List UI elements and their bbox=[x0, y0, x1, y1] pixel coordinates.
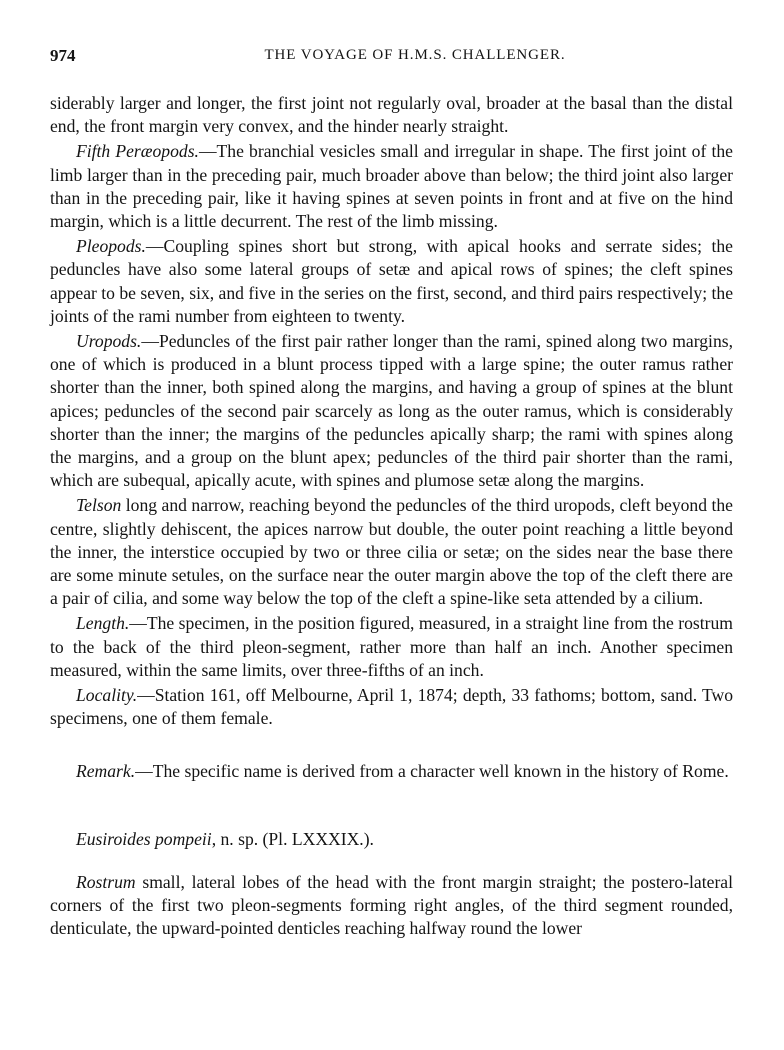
paragraph-pleopods: Pleopods.—Coupling spines short but strong, with apical hooks and serrate sides; the peduncles have also some lateral groups of setæ and apical rows of spines; the cleft spines appear to be seven, six, and five in the series on the first, second, and third pairs respectively; the joints of the rami number from eighteen to twenty. bbox=[50, 236, 734, 326]
running-title: THE VOYAGE OF H.M.S. CHALLENGER. bbox=[264, 47, 566, 63]
page-number: 974 bbox=[50, 46, 76, 65]
species-name: Eusiroides pompeii bbox=[76, 828, 212, 849]
paragraph-lead: Rostrum bbox=[76, 871, 136, 892]
paragraph-lead: Remark. bbox=[76, 761, 136, 782]
paragraph-lead: Length. bbox=[76, 613, 130, 634]
paragraph-length: Length.—The specimen, in the position figured, measured, in a straight line from the rostrum to the back of the third pleon-segment, rather more than half an inch. Another specimen measured, within the same limits, over three-fifths of an inch. bbox=[50, 613, 733, 680]
paragraph-lead: Pleopods. bbox=[76, 236, 146, 257]
paragraph-uropods: Uropods.—Peduncles of the first pair rather longer than the rami, spined along two margins, one of which is produced in a blunt process tipped with a large spine; the outer ramus rather shorter than the inner, both spined along the margins, and having a group of spines at the blunt apices; peduncles of the second pair scarcely as long as the outer ramus, which is considerably shorter than the inner; the margins of the peduncles apically sharp; the rami with spines along the margins, and a group on the blunt apex; peduncles of the third pair shorter than the rami, which are subequal, apically acute, with spines and plumose setæ along the margins. bbox=[50, 331, 733, 491]
paragraph-lead: Telson bbox=[76, 495, 122, 516]
paragraph-rostrum: Rostrum small, lateral lobes of the head with the front margin straight; the postero-lateral corners of the first two pleon-segments forming right angles, of the third segment rounded, denticulate, the upward-pointed denticles reaching halfway round the lower bbox=[50, 871, 733, 939]
species-suffix: , n. sp. (Pl. LXXXIX.). bbox=[211, 828, 374, 849]
page-header bbox=[50, 44, 740, 70]
species-heading bbox=[50, 828, 733, 851]
paragraph-telson: Telson long and narrow, reaching beyond the peduncles of the third uropods, cleft beyond the centre, slightly dehiscent, the apices narrow but double, the outer point reaching a little beyond the inner, the interstice occupied by two or three cilia or setæ; on the sides near the base there are some minute setules, on the surface near the outer margin above the top of the cleft there are a pair of cilia, and some way below the top of the cleft a spine-like seta attended by a cilium. bbox=[50, 495, 733, 609]
paragraph-lead: Uropods. bbox=[76, 331, 142, 352]
paragraph-lead: Locality. bbox=[76, 685, 138, 706]
paragraph-remark: Remark.—The specific name is derived from a character well known in the history of Rome. bbox=[76, 761, 729, 782]
paragraph-continuation: siderably larger and longer, the first joint not regularly oval, broader at the basal than the distal end, the front margin very convex, and the hinder nearly straight. bbox=[50, 93, 733, 137]
text-body bbox=[50, 92, 733, 941]
paragraph-locality: Locality.—Station 161, off Melbourne, April 1, 1874; depth, 33 fathoms; bottom, sand. Two specimens, one of them female. bbox=[50, 685, 733, 729]
paragraph-fifth-peraeopods: Fifth Peræopods.—The branchial vesicles small and irregular in shape. The first joint of the limb larger than in the preceding pair, much broader above than below; the third joint also larger than in the preceding pair, like it having spines at seven points in front and at five on the hind margin, which is a little decurrent. The rest of the limb missing. bbox=[50, 141, 733, 232]
paragraph-lead: Fifth Peræopods. bbox=[76, 141, 199, 162]
